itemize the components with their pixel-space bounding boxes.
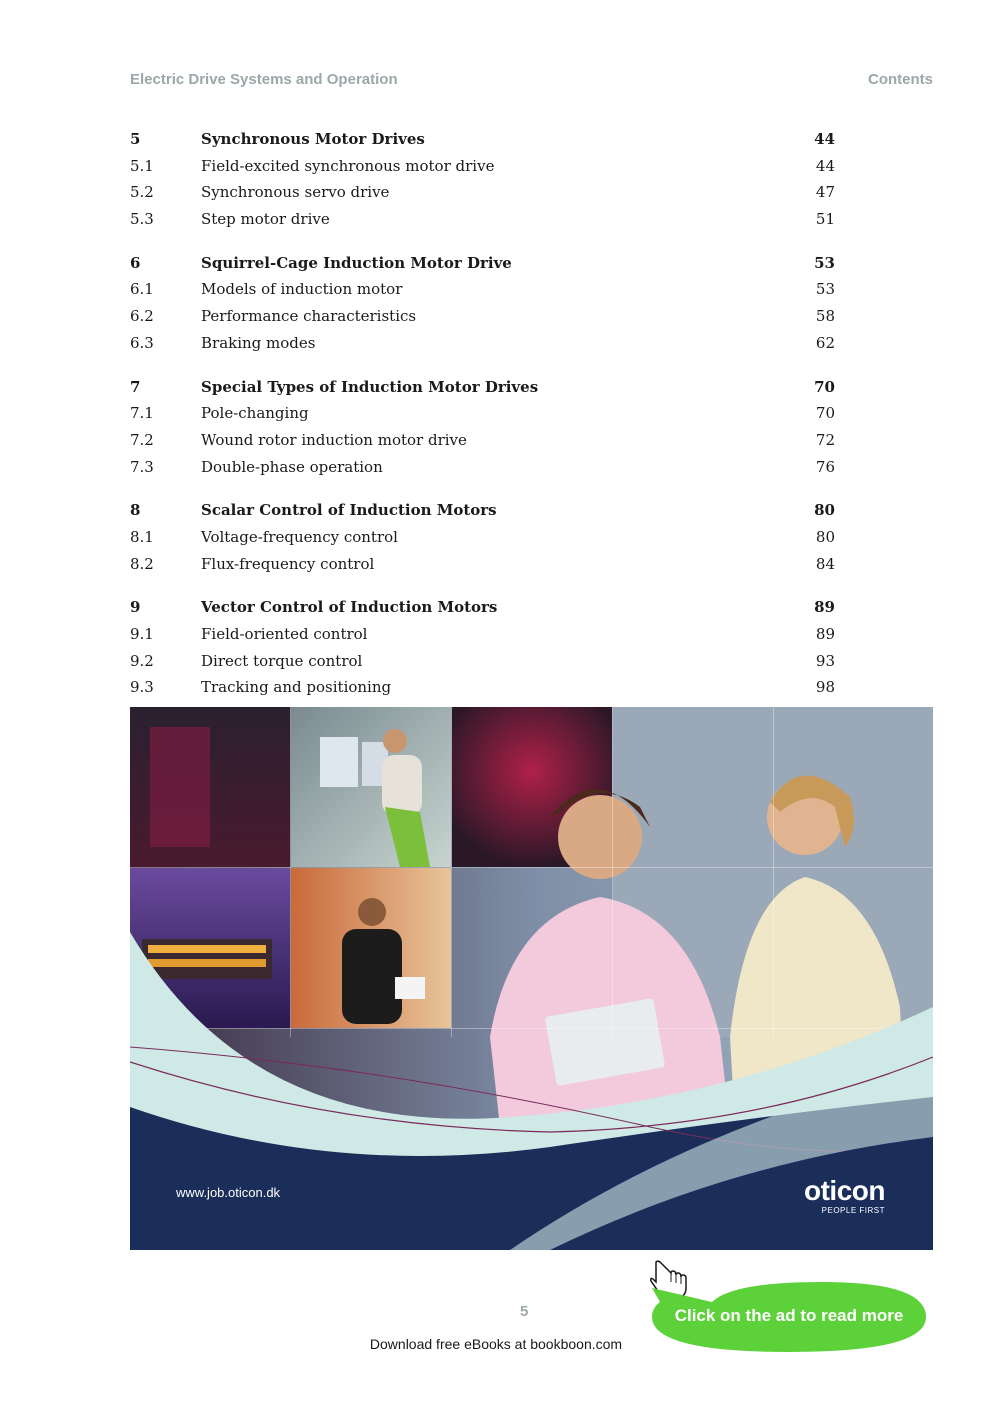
toc-number: 8.2 — [130, 554, 154, 573]
toc-chapter — [130, 250, 835, 357]
toc-page: 89 — [814, 598, 835, 617]
toc-chapter-row[interactable] — [130, 497, 835, 524]
toc-page: 72 — [815, 430, 835, 449]
toc-page: 47 — [815, 183, 835, 202]
toc-title: Voltage-frequency control — [201, 527, 398, 546]
brand-tagline: PEOPLE FIRST — [821, 1206, 885, 1215]
toc-page: 62 — [815, 333, 835, 352]
toc-section-row[interactable] — [130, 454, 835, 481]
toc-chapter — [130, 374, 835, 481]
brand-name: oticon — [804, 1175, 885, 1206]
table-of-contents — [130, 126, 835, 718]
toc-title: Vector Control of Induction Motors — [201, 598, 498, 617]
toc-page: 89 — [815, 625, 835, 643]
toc-title: Synchronous servo drive — [201, 183, 390, 202]
toc-section-row[interactable] — [130, 330, 835, 357]
toc-title: Models of induction motor — [201, 280, 403, 299]
toc-title: Scalar Control of Induction Motors — [201, 501, 497, 520]
toc-number: 7.3 — [130, 457, 154, 476]
toc-title: Step motor drive — [201, 210, 330, 229]
toc-page: 76 — [815, 457, 835, 476]
toc-title: Squirrel-Cage Induction Motor Drive — [201, 253, 512, 272]
toc-page: 44 — [814, 130, 835, 148]
toc-title: Special Types of Induction Motor Drives — [201, 377, 539, 396]
cta-label: Click on the ad to read more — [674, 1306, 904, 1325]
footer-text[interactable]: Download free eBooks at bookboon.com — [369, 1336, 623, 1352]
toc-page: 58 — [815, 307, 835, 326]
toc-number: 9.3 — [130, 678, 154, 697]
toc-number: 9.2 — [130, 651, 154, 670]
toc-section-row[interactable] — [130, 427, 835, 454]
toc-number: 6.2 — [130, 307, 154, 326]
toc-section-row[interactable] — [130, 621, 835, 648]
toc-section-row[interactable] — [130, 524, 835, 551]
toc-number: 8.1 — [130, 527, 154, 546]
ad-url[interactable]: www.job.oticon.dk — [176, 1185, 281, 1200]
toc-section-row[interactable] — [130, 551, 835, 578]
toc-section-row[interactable] — [130, 303, 835, 330]
toc-page: 84 — [815, 554, 835, 573]
toc-chapter — [130, 497, 835, 577]
toc-title: Wound rotor induction motor drive — [201, 430, 467, 449]
toc-page: 70 — [815, 404, 835, 423]
toc-title: Double-phase operation — [201, 457, 383, 476]
toc-title: Performance characteristics — [201, 307, 417, 326]
toc-page: 44 — [815, 156, 835, 175]
toc-title: Braking modes — [201, 333, 316, 352]
toc-page: 53 — [815, 280, 835, 299]
toc-section-row[interactable] — [130, 179, 835, 206]
toc-page: 53 — [814, 253, 835, 272]
toc-number: 8 — [130, 501, 141, 520]
toc-title: Tracking and positioning — [201, 678, 392, 697]
toc-number: 5.3 — [130, 210, 154, 229]
toc-title: Field-oriented control — [201, 625, 368, 643]
toc-chapter-row[interactable] — [130, 594, 835, 621]
toc-chapter-row[interactable] — [130, 250, 835, 277]
toc-title: Synchronous Motor Drives — [201, 130, 425, 148]
book-title: Electric Drive Systems and Operation — [130, 71, 398, 88]
toc-number: 7.1 — [130, 404, 154, 423]
page-number: 5 — [520, 1303, 529, 1320]
toc-title: Flux-frequency control — [201, 554, 375, 573]
toc-section-row[interactable] — [130, 276, 835, 303]
toc-chapter-row[interactable] — [130, 374, 835, 401]
oticon-advertisement[interactable] — [130, 707, 933, 1250]
toc-number: 7.2 — [130, 430, 154, 449]
running-header — [130, 68, 933, 92]
toc-page: 70 — [814, 377, 835, 396]
toc-number: 9.1 — [130, 625, 154, 643]
toc-title: Pole-changing — [201, 404, 309, 423]
toc-title: Direct torque control — [201, 651, 363, 670]
toc-number: 9 — [130, 598, 141, 617]
section-title: Contents — [868, 71, 933, 88]
toc-number: 7 — [130, 377, 141, 396]
toc-number: 6.1 — [130, 280, 154, 299]
toc-number: 5 — [130, 130, 141, 148]
toc-number: 6 — [130, 253, 141, 272]
toc-number: 6.3 — [130, 333, 154, 352]
oticon-logo[interactable] — [804, 1177, 885, 1215]
toc-page: 80 — [814, 501, 835, 520]
toc-chapter — [130, 594, 835, 701]
toc-page: 51 — [815, 210, 835, 229]
toc-section-row[interactable] — [130, 674, 835, 701]
toc-page: 80 — [815, 527, 835, 546]
toc-number: 5.1 — [130, 156, 154, 175]
toc-section-row[interactable] — [130, 400, 835, 427]
toc-chapter-row[interactable] — [130, 126, 835, 153]
toc-section-row[interactable] — [130, 206, 835, 233]
toc-section-row[interactable] — [130, 648, 835, 675]
toc-page: 93 — [815, 651, 835, 670]
toc-page: 98 — [815, 678, 835, 697]
toc-section-row[interactable] — [130, 153, 835, 180]
ad-artwork — [130, 707, 933, 1250]
toc-chapter — [130, 126, 835, 233]
toc-number: 5.2 — [130, 183, 154, 202]
toc-title: Field-excited synchronous motor drive — [201, 156, 495, 175]
